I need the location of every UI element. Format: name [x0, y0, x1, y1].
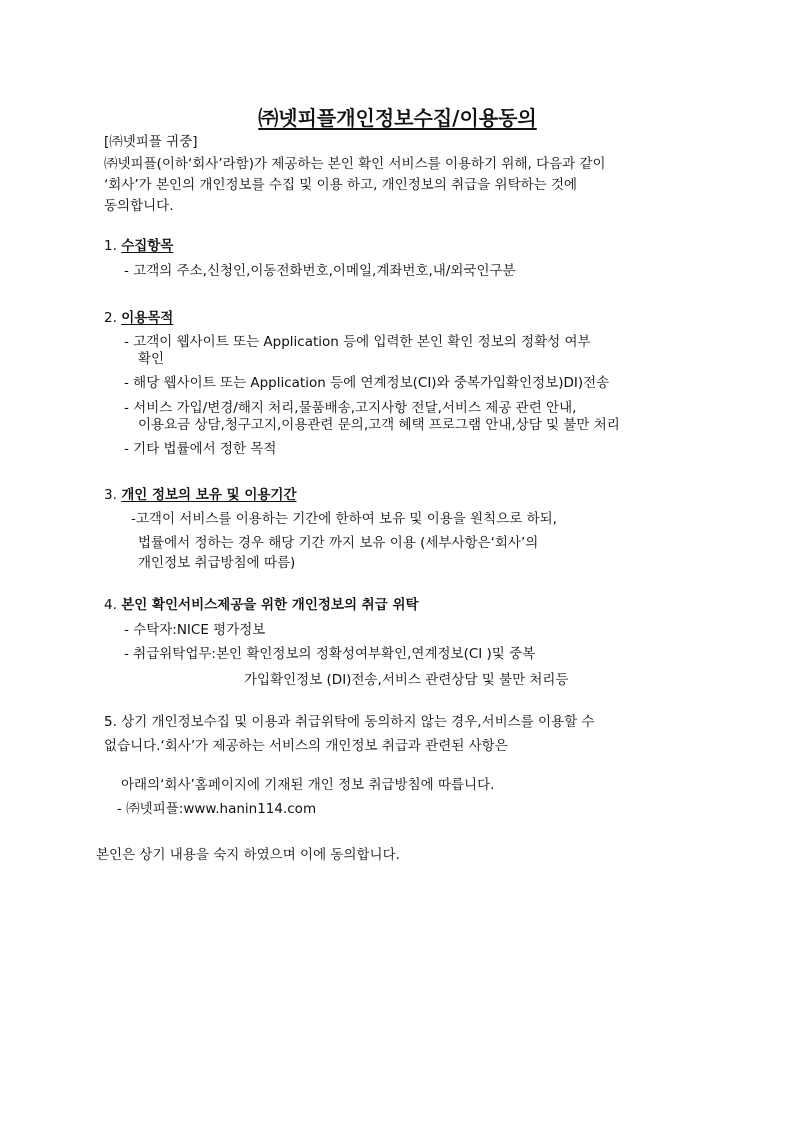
section-4-title: 본인 확인서비스제공을 위한 개인정보의 취급 위탁: [121, 597, 419, 613]
section-2-item-3: - 서비스 가입/변경/해지 처리,물품배송,고지사항 전달,서비스 제공 관련 안내,: [124, 400, 577, 416]
section-1-item-1: - 고객의 주소,신청인,이동전화번호,이메일,계좌번호,내/외국인구분: [124, 263, 516, 279]
section-4-number: 4.: [104, 597, 117, 613]
section-3-line-1: -고객이 서비스를 이용하는 기간에 한하여 보유 및 이용을 원칙으로 하되,: [131, 511, 557, 527]
section-3-line-2: 법률에서 정하는 경우 해당 기간 까지 보유 이용 (세부사항은‘회사’의: [138, 535, 539, 551]
section-2-title: 이용목적: [121, 310, 174, 326]
section-4-item-1: - 수탁자:NICE 평가정보: [124, 622, 266, 638]
section-1-heading: [104, 237, 173, 255]
intro-line-3: 동의합니다.: [104, 198, 174, 214]
recipient-line: [㈜넷피플 귀중]: [104, 134, 198, 150]
section-5-line-2: 없습니다.‘회사’가 제공하는 서비스의 개인정보 취급과 관련된 사항은: [104, 738, 508, 754]
section-3-number: 3.: [104, 487, 117, 503]
section-4-item-2-cont: 가입확인정보 (DI)전송,서비스 관련상담 및 불만 처리등: [244, 672, 569, 688]
section-5-line-3: 아래의‘회사’홈페이지에 기재된 개인 정보 취급방침에 따릅니다.: [121, 777, 495, 793]
section-2-item-2: - 해당 웹사이트 또는 Application 등에 연계정보(CI)와 중복가입확인정보)DI)전송: [124, 375, 610, 391]
section-2-heading: [104, 309, 173, 327]
section-3-title: 개인 정보의 보유 및 이용기간: [121, 487, 297, 503]
section-5-homepage: - ㈜넷피플:www.hanin114.com: [117, 801, 317, 817]
section-2-item-4: - 기타 법률에서 정한 목적: [124, 441, 277, 457]
intro-line-2: ‘회사’가 본인의 개인정보를 수집 및 이용 하고, 개인정보의 취급을 위탁하는 것에: [104, 177, 578, 193]
section-2-item-3-cont: 이용요금 상담,청구고지,이용관련 문의,고객 혜택 프로그램 안내,상담 및 불만 처리: [138, 417, 620, 433]
section-2-number: 2.: [104, 310, 117, 326]
section-3-line-3: 개인정보 취급방침에 따름): [138, 555, 296, 571]
section-5-line-1: 5. 상기 개인정보수집 및 이용과 취급위탁에 동의하지 않는 경우,서비스를 이용할 수: [104, 714, 595, 730]
document-title: ㈜넷피플개인정보수집/이용동의: [258, 106, 537, 130]
section-1-number: 1.: [104, 238, 117, 254]
section-2-item-1: - 고객이 웹사이트 또는 Application 등에 입력한 본인 확인 정보의 정확성 여부: [124, 334, 591, 350]
section-3-heading: [104, 486, 296, 504]
section-4-heading: [104, 596, 419, 614]
closing-statement: 본인은 상기 내용을 숙지 하였으며 이에 동의합니다.: [96, 847, 400, 863]
intro-line-1: ㈜넷피플(이하‘회사’라함)가 제공하는 본인 확인 서비스를 이용하기 위해, 다음과 같이: [104, 156, 606, 172]
section-4-item-2: - 취급위탁업무:본인 확인정보의 정확성여부확인,연계정보(CI )및 중복: [124, 646, 536, 662]
section-2-item-1-cont: 확인: [138, 351, 165, 367]
section-1-title: 수집항목: [121, 238, 174, 254]
